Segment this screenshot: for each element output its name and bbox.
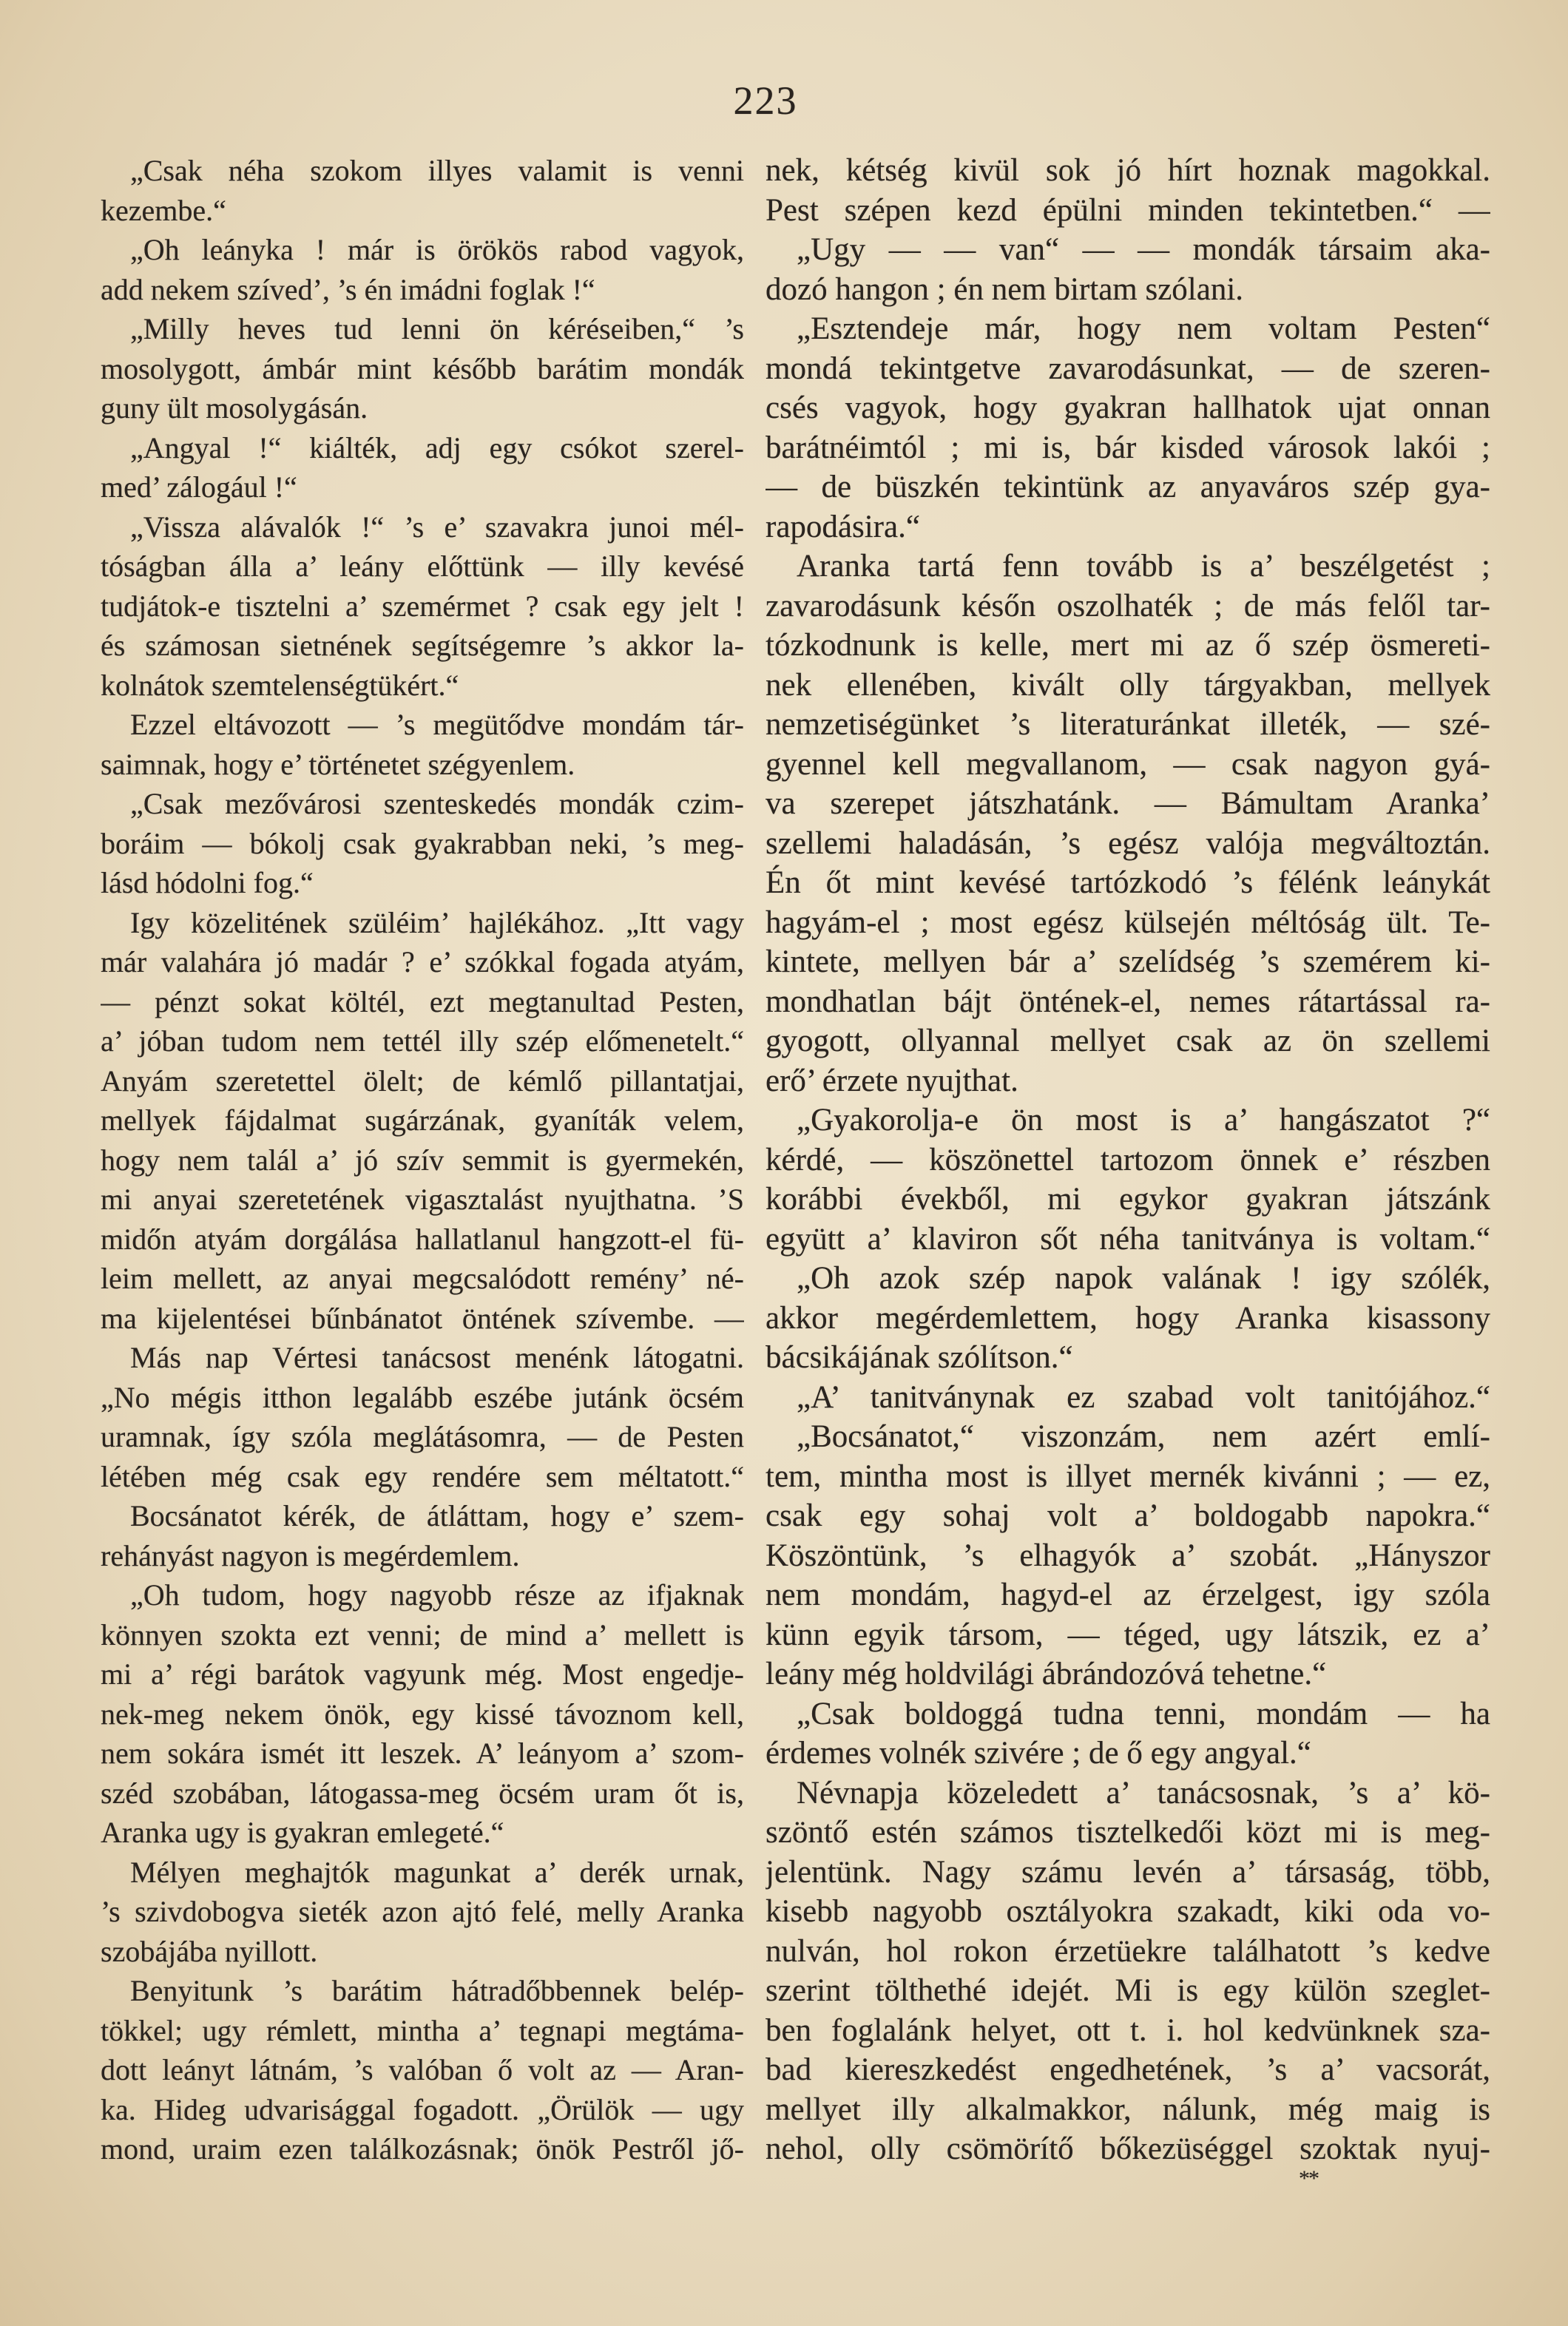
- text-line: Bocsánatot kérék, de átláttam, hogy e’ szem-: [130, 1499, 744, 1532]
- text-line: nek-meg nekem önök, egy kissé távoznom kell,: [101, 1697, 744, 1731]
- text-line: mondhatlan bájt öntének-el, nemes rátartással ra-: [766, 984, 1490, 1019]
- text-line: bácsikájának szólítson.“: [766, 1340, 1073, 1375]
- page-number: 223: [733, 78, 798, 123]
- text-line: gyennel kell megvallanom, — csak nagyon gyá-: [766, 746, 1490, 782]
- text-line: künn egyik társom, — téged, ugy látszik, ez a’: [766, 1617, 1490, 1652]
- text-line: Névnapja közeledett a’ tanácsosnak, ’s a’ kö-: [797, 1775, 1490, 1811]
- text-line: ben foglalánk helyet, ott t. i. hol kedvünknek sza-: [766, 2012, 1490, 2048]
- text-line: mond, uraim ezen találkozásnak; önök Pestről jő-: [101, 2132, 744, 2166]
- text-line: tóságban álla a’ leány előttünk — illy kevésé: [101, 550, 744, 583]
- text-line: „Csak boldoggá tudna tenni, mondám — ha: [797, 1696, 1490, 1731]
- text-line: érdemes volnék szivére ; de ő egy angyal.“: [766, 1736, 1311, 1771]
- text-line: csés vagyok, hogy gyakran hallhatok ujat onnan: [766, 391, 1490, 425]
- text-line: mosolygott, ámbár mint később barátim mondák: [101, 351, 744, 385]
- right-column: [766, 151, 1490, 2169]
- text-line: nek ellenében, kivált olly tárgyakban, mellyek: [766, 667, 1490, 703]
- text-line: nem mondám, hagyd-el az érzelgest, igy szóla: [766, 1578, 1490, 1612]
- text-line: „Esztendeje már, hogy nem voltam Pesten“: [797, 311, 1490, 346]
- text-line: tózkodnunk is kelle, mert mi az ő szép ösmereti-: [766, 628, 1490, 663]
- text-line: saimnak, hogy e’ történetet szégyenlem.: [101, 747, 575, 781]
- text-line: Ezzel eltávozott — ’s megütődve mondám tár-: [130, 708, 744, 741]
- text-line: tökkel; ugy rémlett, mintha a’ tegnapi megtáma-: [101, 2013, 744, 2047]
- text-line: — de büszkén tekintünk az anyaváros szép gya-: [766, 470, 1490, 504]
- text-line: dott leányt látnám, ’s valóban ő volt az — Aran-: [101, 2053, 744, 2086]
- text-line: Aranka ugy is gyakran emlegeté.“: [101, 1816, 504, 1849]
- text-line: mi a’ régi barátok vagyunk még. Most engedje-: [101, 1657, 744, 1691]
- text-line: csak egy sohaj volt a’ boldogabb napokra.“: [766, 1498, 1490, 1533]
- text-line: mi anyai szeretetének vigasztalást nyujthatna. ’S: [101, 1183, 744, 1216]
- text-line: Anyám szeretettel ölelt; de kémlő pillantatjai,: [101, 1064, 744, 1098]
- text-line: Mélyen meghajtók magunkat a’ derék urnak,: [130, 1855, 744, 1889]
- text-line: „Angyal !“ kiálték, adj egy csókot szerel-: [130, 430, 744, 464]
- text-line: kezembe.“: [101, 193, 226, 227]
- signature-mark: **: [1299, 2166, 1318, 2191]
- text-line: könnyen szokta ezt venni; de mind a’ mellett is: [101, 1617, 744, 1651]
- text-line: lásd hódolni fog.“: [101, 866, 314, 899]
- text-line: nek, kétség kivül sok jó hírt hoznak magokkal.: [766, 153, 1490, 188]
- text-line: gyogott, ollyannal mellyet csak az ön szellemi: [766, 1024, 1490, 1058]
- text-line: már valahára jó madár ? e’ szókkal fogada atyám,: [101, 945, 744, 978]
- text-line: ka. Hideg udvarisággal fogadott. „Örülök — ugy: [101, 2092, 744, 2126]
- text-line: tem, mintha most is illyet mernék kivánni ; — ez,: [766, 1458, 1490, 1494]
- text-line: add nekem szíved’, ’s én imádni foglak !“: [101, 272, 595, 306]
- text-line: Benyitunk ’s barátim hátradőbbennek belép-: [130, 1974, 744, 2007]
- text-line: „Csak néha szokom illyes valamit is venni: [130, 154, 744, 187]
- text-line: tudjátok-e tisztelni a’ szemérmet ? csak egy jelt !: [101, 589, 744, 623]
- text-line: va szerepet játszhatánk. — Bámultam Aranka’: [766, 786, 1490, 821]
- text-line: korábbi évekből, mi egykor gyakran játszánk: [766, 1182, 1490, 1217]
- text-line: nulván, hol rokon érzetüekre találhatott ’s kedve: [766, 1933, 1490, 1969]
- text-line: hogy nem talál a’ jó szív semmit is gyermekén,: [101, 1143, 744, 1177]
- text-line: kintete, mellyen bár a’ szelídség ’s szemérem ki-: [766, 944, 1490, 979]
- text-line: mellyek fájdalmat sugárzának, gyaníták velem,: [101, 1103, 744, 1137]
- text-line: mellyet illy alkalmakkor, nálunk, még maig is: [766, 2092, 1490, 2127]
- text-line: széd szobában, látogassa-meg öcsém uram őt is,: [101, 1776, 744, 1810]
- text-line: létében még csak egy rendére sem méltatott.“: [101, 1459, 744, 1493]
- text-line: rapodásira.“: [766, 509, 920, 544]
- text-line: barátnéimtól ; mi is, bár kisded városok lakói ;: [766, 430, 1490, 465]
- text-line: leány még holdvilági ábrándozóvá tehetne.“: [766, 1657, 1327, 1691]
- text-line: bad kiereszkedést engedhetének, ’s a’ vacsorát,: [766, 2052, 1490, 2087]
- text-line: guny ült mosolygásán.: [101, 391, 368, 425]
- text-line: Köszöntünk, ’s elhagyók a’ szobát. „Hányszor: [766, 1538, 1490, 1573]
- text-line: és számosan sietnének segítségemre ’s akkor la-: [101, 629, 744, 662]
- left-column: [101, 151, 744, 2169]
- text-line: ma kijelentései bűnbánatot öntének szívembe. —: [101, 1301, 744, 1335]
- text-line: szöntő estén számos tisztelkedői közt mi is meg-: [766, 1815, 1490, 1850]
- text-line: Más nap Vértesi tanácsost menénk látogatni.: [130, 1341, 744, 1374]
- text-line: „Ugy — — van“ — — mondák társaim aka-: [797, 232, 1490, 267]
- text-line: jelentünk. Nagy számu levén a’ társaság, több,: [766, 1854, 1490, 1890]
- text-line: Pest szépen kezd épülni minden tekintetben.“ —: [766, 192, 1490, 228]
- text-line: med’ zálogául !“: [101, 470, 297, 504]
- text-line: szobájába nyillott.: [101, 1934, 318, 1968]
- text-line: leim mellett, az anyai megcsalódott remény’ né-: [101, 1262, 744, 1295]
- text-line: nem sokára ismét itt leszek. A’ leányom a’ szom-: [101, 1737, 744, 1770]
- text-line: rehányást nagyon is megérdemlem.: [101, 1538, 520, 1572]
- text-line: „Oh leányka ! már is örökös rabod vagyok,: [130, 233, 744, 266]
- text-line: Aranka tartá fenn tovább is a’ beszélgetést ;: [797, 549, 1490, 584]
- text-line: uramnak, így szóla meglátásomra, — de Pesten: [101, 1420, 744, 1453]
- text-line: „Vissza alávalók !“ ’s e’ szavakra junoi mél-: [130, 510, 744, 544]
- text-line: akkor megérdemlettem, hogy Aranka kisassony: [766, 1300, 1490, 1336]
- text-line: ’s szivdobogva sieték azon ajtó felé, melly Aranka: [101, 1895, 744, 1928]
- text-line: „Oh tudom, hogy nagyobb része az ifjaknak: [130, 1578, 744, 1612]
- text-line: hagyám-el ; most egész külsején méltóság ült. Te-: [766, 905, 1490, 940]
- text-line: midőn atyám dorgálása hallatlanul hangzott-el fü-: [101, 1222, 744, 1256]
- text-line: a’ jóban tudom nem tettél illy szép előmenetelt.“: [101, 1024, 744, 1058]
- text-line: „Gyakorolja-e ön most is a’ hangászatot ?“: [797, 1103, 1490, 1137]
- text-line: szerint tölthethé idejét. Mi is egy külön szeglet-: [766, 1973, 1490, 2008]
- text-line: „Oh azok szép napok valának ! igy szólék,: [797, 1261, 1490, 1296]
- text-line: erő’ érzete nyujthat.: [766, 1063, 1018, 1098]
- text-line: kisebb nagyobb osztályokra szakadt, kiki oda vo-: [766, 1894, 1490, 1929]
- text-line: „Milly heves tud lenni ön kéréseiben,“ ’s: [130, 312, 744, 345]
- text-line: zavarodásunk későn oszolhaték ; de más felől tar-: [766, 588, 1490, 623]
- text-line: kolnátok szemtelenségtükért.“: [101, 668, 459, 702]
- text-line: „Bocsánatot,“ viszonzám, nem azért emlí-: [797, 1419, 1490, 1454]
- text-line: mondá tekintgetve zavarodásunkat, — de szeren-: [766, 351, 1490, 386]
- text-line: — pénzt sokat költél, ezt megtanultad Pesten,: [101, 984, 744, 1018]
- text-line: kérdé, — köszönettel tartozom önnek e’ részben: [766, 1142, 1490, 1177]
- text-line: boráim — bókolj csak gyakrabban neki, ’s meg-: [101, 826, 744, 860]
- text-line: nemzetiségünket ’s literaturánkat illeték, — szé-: [766, 707, 1490, 742]
- text-line: Én őt mint kevésé tartózkodó ’s félénk leánykát: [766, 865, 1490, 900]
- text-line: nehol, olly csömörítő bőkezüséggel szoktak nyuj-: [766, 2131, 1490, 2166]
- text-line: Igy közelitének szüléim’ hajlékához. „Itt vagy: [130, 905, 744, 939]
- text-line: „Csak mezővárosi szenteskedés mondák czim-: [130, 787, 744, 820]
- text-line: szellemi haladásán, ’s egész valója megváltoztán.: [766, 825, 1490, 861]
- text-line: dozó hangon ; én nem birtam szólani.: [766, 271, 1244, 307]
- text-line: együtt a’ klaviron sőt néha tanitványa is voltam.“: [766, 1221, 1490, 1257]
- text-line: „No mégis itthon legalább eszébe jutánk öcsém: [101, 1380, 744, 1414]
- text-line: „A’ tanitványnak ez szabad volt tanitójához.“: [797, 1379, 1490, 1415]
